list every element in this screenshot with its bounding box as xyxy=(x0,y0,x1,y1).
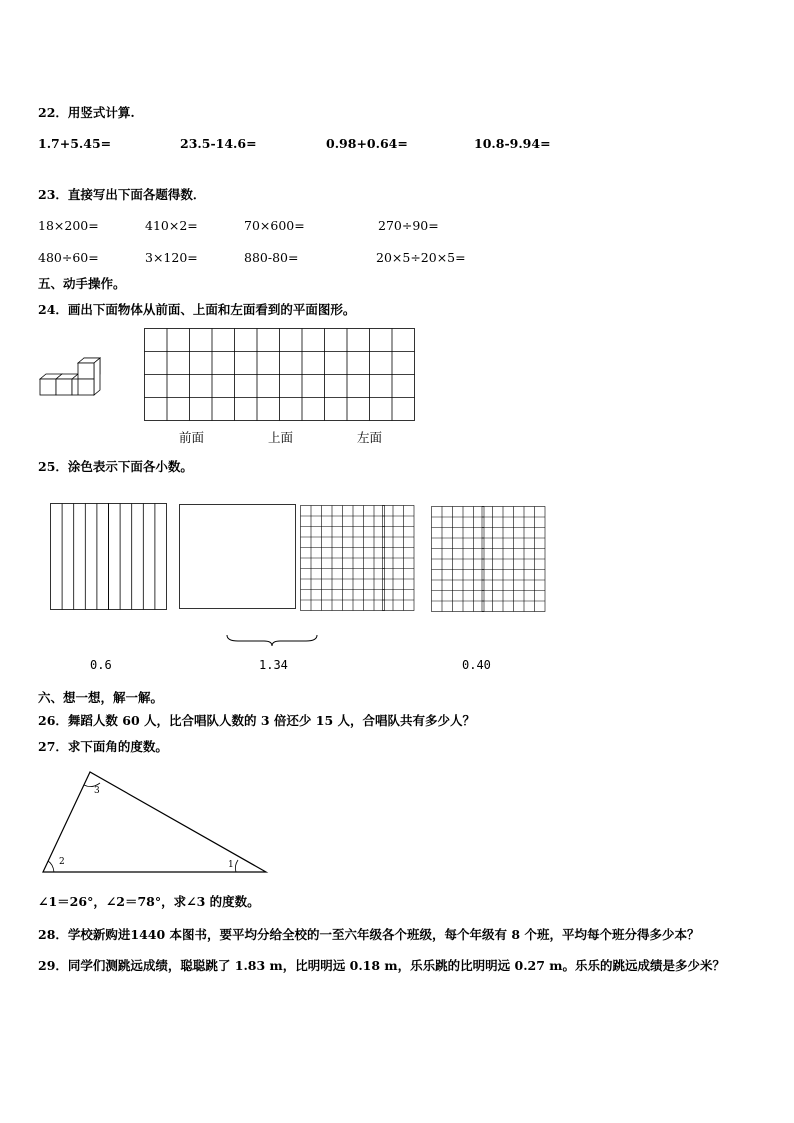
brace xyxy=(226,632,318,648)
q29-text: 29．同学们测跳远成绩，聪聪跳了 1.83 m，比明明远 0.18 m，乐乐跳的比明明远 0.27 m。乐乐的跳远成绩是多少米？ xyxy=(38,958,726,973)
q26-text: 26．舞蹈人数 60 人，比合唱队人数的 3 倍还少 15 人，合唱队共有多少人？ xyxy=(38,713,475,728)
drawing-grid xyxy=(144,328,416,422)
q22-item-3: 0.98+0.64= xyxy=(326,136,408,151)
blank-square xyxy=(179,504,297,610)
q23-r2-2: 3×120= xyxy=(145,250,198,265)
view-label-left: 左面 xyxy=(357,430,383,445)
q27-heading: 27．求下面角的度数。 xyxy=(38,739,168,754)
hundred-grid-a xyxy=(300,505,420,613)
decimal-label-1: 0.6 xyxy=(90,658,112,672)
q23-r2-4: 20×5÷20×5= xyxy=(376,250,466,265)
cube-stack-figure xyxy=(38,355,108,405)
section6-heading: 六、想一想，解一解。 xyxy=(38,690,164,705)
q28-text: 28．学校新购进1440 本图书，要平均分给全校的一至六年级各个班级，每个年级有 8 个班，平均每个班分得多少本？ xyxy=(38,927,700,942)
decimal-label-3: 0.40 xyxy=(462,658,491,672)
hundred-grid-b xyxy=(431,506,551,614)
view-label-front: 前面 xyxy=(179,430,205,445)
q23-r1-2: 410×2= xyxy=(145,218,198,233)
q25-heading: 25．涂色表示下面各小数。 xyxy=(38,459,193,474)
q22-item-4: 10.8-9.94= xyxy=(474,136,551,151)
triangle-figure xyxy=(40,768,272,876)
q23-r1-4: 270÷90= xyxy=(378,218,439,233)
q23-r1-3: 70×600= xyxy=(244,218,305,233)
q24-heading: 24．画出下面物体从前面、上面和左面看到的平面图形。 xyxy=(38,302,356,317)
q23-r1-1: 18×200= xyxy=(38,218,99,233)
q22-item-2: 23.5-14.6= xyxy=(180,136,257,151)
angle-label-3: 3 xyxy=(94,786,100,796)
decimal-label-2: 1.34 xyxy=(259,658,288,672)
strips-figure xyxy=(50,503,168,611)
angle-label-1: 1 xyxy=(228,860,234,870)
q23-r2-1: 480÷60= xyxy=(38,250,99,265)
q22-heading: 22．用竖式计算. xyxy=(38,105,135,120)
view-label-top: 上面 xyxy=(268,430,294,445)
q22-item-1: 1.7+5.45= xyxy=(38,136,112,151)
angle-label-2: 2 xyxy=(59,857,65,867)
q23-heading: 23．直接写出下面各题得数． xyxy=(38,187,206,202)
q23-r2-3: 880-80= xyxy=(244,250,299,265)
q27-given: ∠1＝26°，∠2＝78°，求∠3 的度数。 xyxy=(38,894,260,909)
section5-heading: 五、动手操作。 xyxy=(38,276,126,291)
